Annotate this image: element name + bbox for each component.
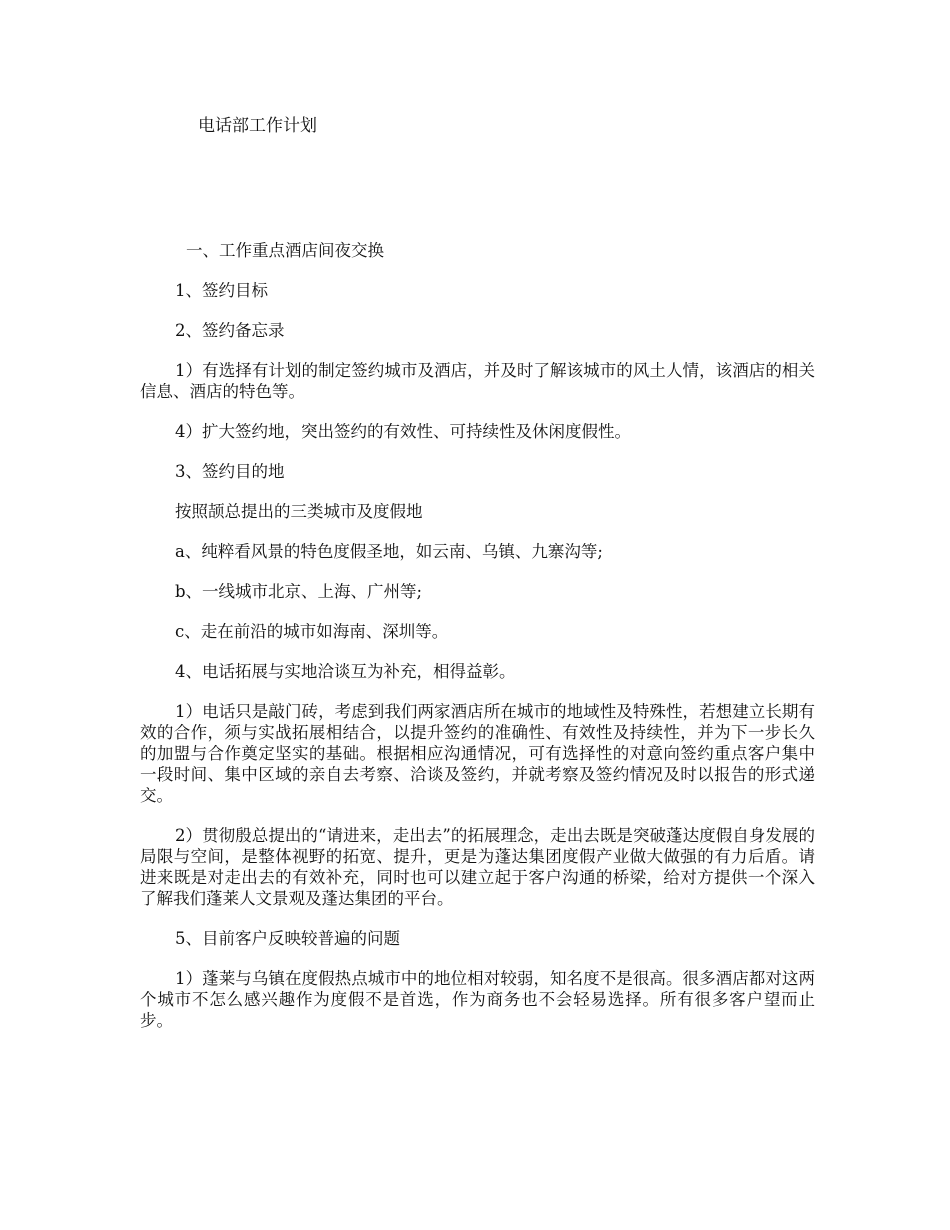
body-paragraph: a、纯粹看风景的特色度假圣地，如云南、乌镇、九寨沟等;: [175, 542, 603, 561]
body-paragraph: c、走在前沿的城市如海南、深圳等。: [175, 622, 449, 641]
list-item: 1、签约目标: [175, 281, 268, 300]
list-item: 3、签约目的地: [175, 462, 285, 481]
body-paragraph: 1）有选择有计划的制定签约城市及酒店，并及时了解该城市的风土人情，该酒店的相关信息、酒店的特色等。: [140, 361, 815, 401]
body-paragraph: 按照颉总提出的三类城市及度假地: [175, 502, 423, 521]
body-paragraph: 1）蓬莱与乌镇在度假热点城市中的地位相对较弱，知名度不是很高。很多酒店都对这两个城市不怎么感兴趣作为度假不是首选，作为商务也不会轻易选择。所有很多客户望而止步。: [140, 969, 815, 1030]
section-heading: 一、工作重点酒店间夜交换: [186, 241, 384, 260]
document-title: 电话部工作计划: [198, 116, 317, 136]
list-item: 5、目前客户反映较普遍的问题: [175, 929, 400, 948]
body-paragraph: 4）扩大签约地，突出签约的有效性、可持续性及休闲度假性。: [175, 422, 631, 441]
body-paragraph: 1）电话只是敲门砖，考虑到我们两家酒店所在城市的地域性及特殊性，若想建立长期有效的合作，须与实战拓展相结合，以提升签约的准确性、有效性及持续性，并为下一步长久的加盟与合作奠定坚实的基础。根据相应沟通情况，可有选择性的对意向签约重点客户集中一段时间、集中区域的亲自去考察、洽谈及签约，并就考察及签约情况及时以报告的形式递交。: [140, 702, 815, 805]
body-paragraph: b、一线城市北京、上海、广州等;: [175, 582, 423, 601]
list-item: 4、电话拓展与实地洽谈互为补充，相得益彰。: [175, 662, 516, 681]
list-item: 2、签约备忘录: [175, 321, 285, 340]
body-paragraph: 2）贯彻殷总提出的“请进来，走出去”的拓展理念，走出去既是突破蓬达度假自身发展的局限与空间，是整体视野的拓宽、提升，更是为蓬达集团度假产业做大做强的有力后盾。请进来既是对走出去的有效补充，同时也可以建立起于客户沟通的桥梁，给对方提供一个深入了解我们蓬莱人文景观及蓬达集团的平台。: [140, 826, 815, 908]
document-body: [140, 240, 815, 1050]
